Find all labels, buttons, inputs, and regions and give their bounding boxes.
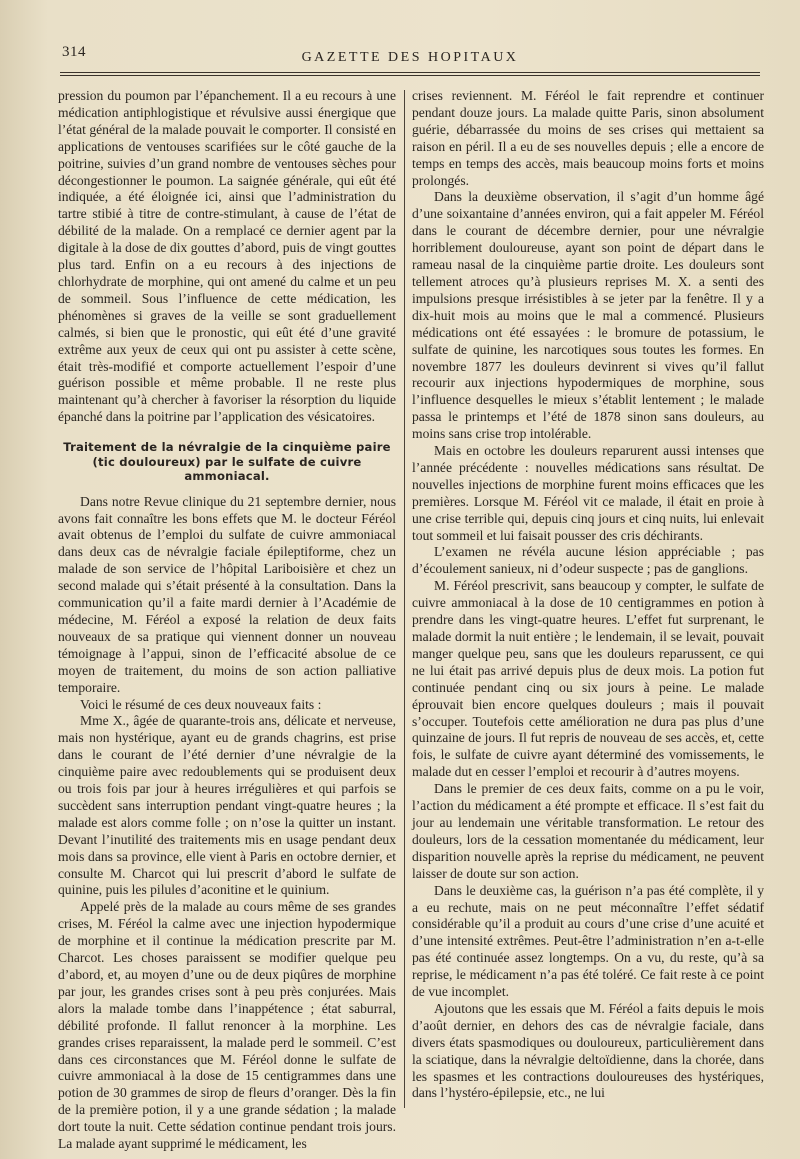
paragraph: pression du poumon par l’épanchement. Il a eu recours à une médication antiphlogistique et révulsive aussi énergique que l’état général de la malade pouvait le comporter. Il consisté en applications de ventouses scarifiées sur le côté gauche de la poitrine, suivies d’un grand nombre de ventouses sèches pour décongestionner le poumon. La saignée générale, qui eût été indiquée, a été éloignée ici, ainsi que l’administration du tartre stibié à titre de contre-stimulant, à cause de l’état de débilité de la malade. On a remplacé ce dernier agent par la digitale à la dose de dix gouttes d’abord, puis de vingt gouttes plus tard. Enfin on a eu recours à des injections de chlorhydrate de morphine, qui ont amené du calme et un peu de sommeil. Sous l’influence de cette médication, les phénomènes si graves de la veille se sont graduellement calmés, si bien que le pronostic, qui eût été d’une gravité extrême aux yeux de ceux qui ont pu assister à cette scène, était très-modifié et comporte actuellement l’espoir d’une guérison possible et même probable. Il ne reste plus maintenant qu’à chercher à favoriser la résorption du liquide épanché dans la poitrine par l’application des vésicatoires. bbox=[58, 88, 396, 425]
header-rule bbox=[60, 72, 760, 73]
paragraph: Appelé près de la malade au cours même de ses grandes crises, M. Féréol la calme avec une injection hypodermique de morphine et il continue la médication prescrite par M. Charcot. Les choses paraissent se modifier quelque peu d’abord, et, au moyen d’une ou de deux piqûres de morphine par jour, les grandes crises sont à peu près conjurées. Mais alors la malade tombe dans l’inappétence ; état saburral, débilité profonde. Il fallut renoncer à la morphine. Les grandes crises reparaissent, la malade perd le sommeil. C’est dans ces circonstances que M. Féréol donne le sulfate de cuivre ammoniacal à la dose de 15 centigrammes dans une potion de 30 grammes de sirop de fleurs d’oranger. Dès la fin de la première potion, il y a une grande sédation ; la malade dort toute la nuit. Cette sédation continue pendant trois jours. La malade ayant supprimé le médicament, les bbox=[58, 899, 396, 1152]
paragraph: Dans le premier de ces deux faits, comme on a pu le voir, l’action du médicament a été prompte et efficace. Il s’est fait du jour au lendemain une véritable transformation. Le retour des douleurs, lors de la cessation momentanée du médicament, leur disparition nouvelle après la reprise du médicament, ne peuvent laisser de doute sur son action. bbox=[412, 781, 764, 881]
right-column bbox=[412, 88, 764, 1102]
paragraph: L’examen ne révéla aucune lésion appréciable ; pas d’écoulement sanieux, ni d’odeur suspecte ; pas de ganglions. bbox=[412, 544, 764, 577]
paragraph: Ajoutons que les essais que M. Féréol a faits depuis le mois d’août dernier, en dehors des cas de névralgie faciale, dans divers états spasmodiques ou douloureux, particulièrement dans la sciatique, dans la névralgie deltoïdienne, dans la chorée, dans les spasmes et les contractions douloureuses des hystériques, dans l’hystéro-épilepsie, etc., ne lui bbox=[412, 1000, 764, 1101]
paragraph: crises reviennent. M. Féréol le fait reprendre et continuer pendant douze jours. La malade quitte Paris, sinon absolument guérie, débarrassée du moins de ses crises qui mettaient sa raison en péril. Il a eu de ses nouvelles depuis ; elle a encore de temps en temps des accès, mais beaucoup moins forts et moins prolongés. bbox=[412, 88, 764, 188]
paragraph: Mais en octobre les douleurs reparurent aussi intenses que l’année précédente : nouvelles médications sans résultat. De nouvelles injections de morphine furent moins efficaces que les premières. Lorsque M. Féréol vit ce malade, il était en proie à une crise terrible qui, depuis cinq jours et cinq nuits, lui enlevait tout sommeil et lui faisait pousser des cris déchirants. bbox=[412, 443, 764, 543]
paragraph: Dans notre Revue clinique du 21 septembre dernier, nous avons fait connaître les bons effets que M. le docteur Féréol avait obtenus de l’emploi du sulfate de cuivre ammoniacal dans deux cas de névralgie faciale épileptiforme, chez un malade de son service de l’hôpital Lariboisière et chez un second malade qui s’était présenté à la consultation. Dans la communication qu’il a faite mardi dernier à l’Académie de médecine, M. Féréol a exposé la relation de deux faits nouveaux de sa pratique qui viennent donner un nouveau témoignage à l’appui, sinon de l’efficacité absolue de ce moyen de traitement, du moins de son action palliative temporaire. bbox=[58, 493, 396, 695]
column-divider bbox=[404, 90, 405, 1108]
page-header bbox=[60, 38, 760, 72]
left-column bbox=[58, 88, 396, 1153]
journal-title: GAZETTE DES HOPITAUX bbox=[301, 50, 519, 65]
section-title: Traitement de la névralgie de la cinquième paire (tic douloureux) par le sulfate de cuivre ammoniacal. bbox=[63, 440, 391, 484]
header-rule-thin bbox=[60, 75, 760, 76]
paragraph: M. Féréol prescrivit, sans beaucoup y compter, le sulfate de cuivre ammoniacal à la dose de 10 centigrammes en potion à prendre dans les vingt-quatre heures. L’effet fut surprenant, le malade dormit la nuit entière ; le lendemain, il se levait, pouvait manger quelque peu, sans que les douleurs reparussent, ce qui ne lui était pas arrivé depuis plus de deux mois. La potion fut continuée pendant cinq ou six jours à peine. Le malade éprouvait bien encore quelques douleurs ; mais il pouvait s’occuper. Toutefois cette amélioration ne dura pas plus d’une quinzaine de jours. Il fut repris de nouveau de ses accès, et, cette fois, le sulfate de cuivre ayant déterminé des vomissements, le malade dut en cesser l’emploi et recourir à d’autres moyens. bbox=[412, 578, 764, 780]
paragraph: Mme X., âgée de quarante-trois ans, délicate et nerveuse, mais non hystérique, ayant eu de grands chagrins, est prise dans le courant de l’été dernier d’une névralgie de la cinquième paire avec redoublements qui se produisent deux ou trois fois par jour à heures irrégulières et qui parfois se succèdent sans interruption pendant vingt-quatre heures ; la malade est alors comme folle ; on n’ose la quitter un instant. Devant l’inutilité des traitements mis en usage pendant deux mois dans sa province, elle vient à Paris en octobre dernier, et consulte M. Charcot qui lui prescrit d’abord le sulfate de quinine, puis les pilules d’aconitine et le quinium. bbox=[58, 713, 396, 898]
paragraph: Dans la deuxième observation, il s’agit d’un homme âgé d’une soixantaine d’années environ, qui a fait appeler M. Féréol dans le courant de décembre dernier, pour une névralgie horriblement douloureuse, ayant son point de départ dans le rameau nasal de la cinquième partie droite. Les douleurs sont tellement atroces qu’à plusieurs reprises M. X. a senti des impulsions presque irrésistibles à se jeter par la fenêtre. Il y a dix-huit mois au moins que le mal a commencé. Plusieurs médications ont été essayées : le bromure de potassium, le sulfate de quinine, les narcotiques sous toutes les formes. En novembre 1877 les douleurs devinrent si vives qu’il fallut recourir aux injections hypodermiques de morphine, sous l’influence desquelles le mieux s’établit lentement ; le malade passa le printemps et l’été de 1878 sinon sans douleurs, au moins sans crise trop intolérable. bbox=[412, 189, 764, 442]
page-number: 314 bbox=[62, 44, 86, 60]
paragraph: Voici le résumé de ces deux nouveaux faits : bbox=[80, 696, 322, 712]
paragraph: Dans le deuxième cas, la guérison n’a pas été complète, il y a eu rechute, mais on ne peut méconnaître l’effet sédatif considérable qu’il a produit au cours d’une crise d’une acuité et d’une intensité extrêmes. Peut-être l’administration n’en a-t-elle pas été continuée assez longtemps. On a vu, du reste, qu’à sa reprise, le médicament n’a pas été toléré. Ce fait reste à ce point de vue incomplet. bbox=[412, 882, 764, 1000]
